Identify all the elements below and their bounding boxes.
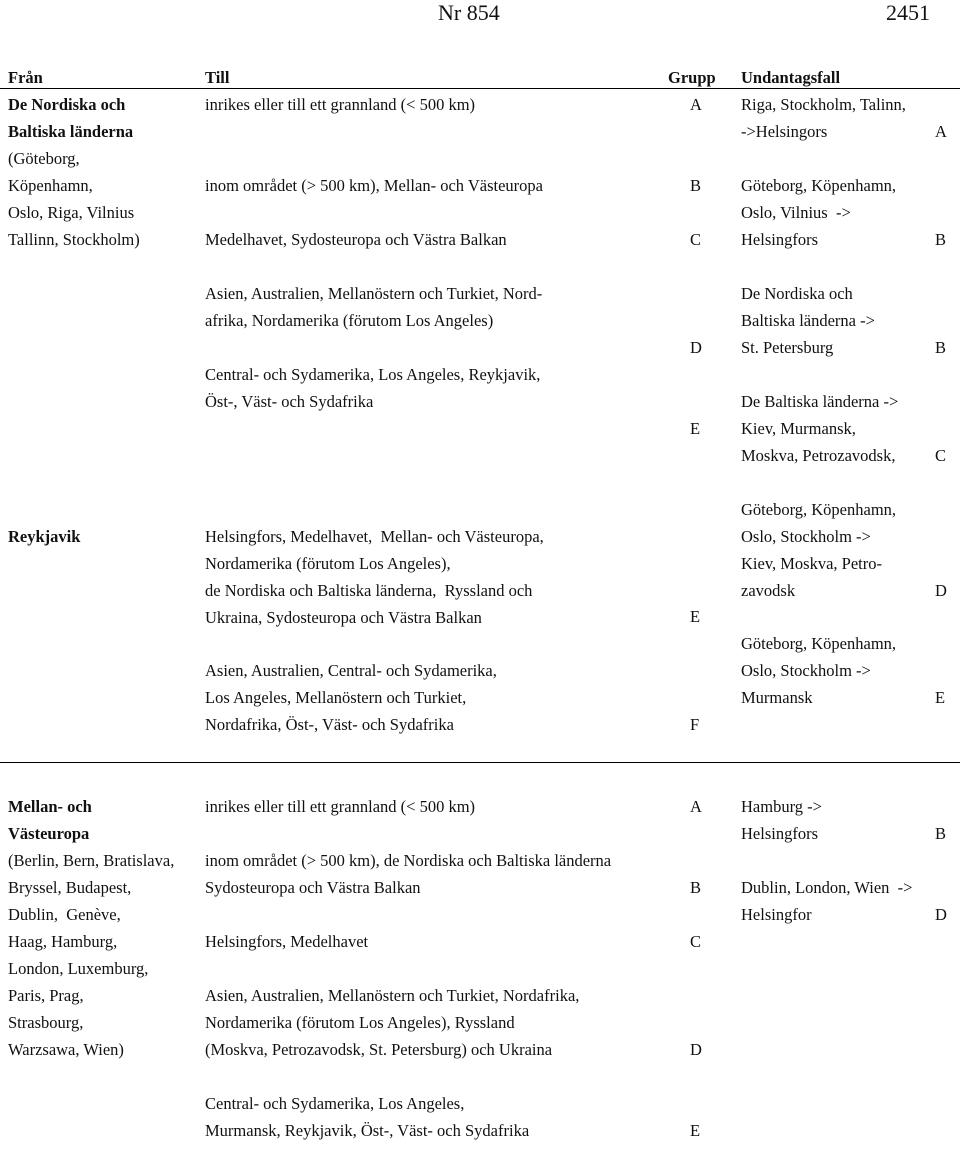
page-number-left: Nr 854 (438, 0, 500, 25)
section-2-from-title: Reykjavik (8, 527, 81, 546)
section-1-to-5: Central- och Sydamerika, Los Angeles, Reykjavik, Öst-, Väst- och Sydafrika (205, 365, 541, 411)
section-3-exception-1: Hamburg -> Helsingfors (741, 797, 822, 843)
section-1-exception-2: Göteborg, Köpenhamn, Oslo, Vilnius -> Helsingfors (741, 176, 897, 249)
section-1-exception-3: De Nordiska och Baltiska länderna -> St. Petersburg (741, 284, 875, 357)
section-2-exception-2: Göteborg, Köpenhamn, Oslo, Stockholm -> Murmansk (741, 634, 897, 707)
section-3-from-title: Mellan- och Västeuropa (8, 797, 92, 843)
section-1-exception-4-group: C (935, 446, 947, 465)
section-1-exception-4: De Baltiska länderna -> Kiev, Murmansk, Moskva, Petrozavodsk, (741, 392, 899, 465)
section-3-group-3: C (690, 932, 702, 951)
section-1-exception-1-group: A (935, 122, 947, 141)
section-3-group-2: B (690, 878, 702, 897)
column-header-to: Till (205, 68, 230, 87)
section-3-exception-1-group: B (935, 824, 947, 843)
column-header-group: Grupp (668, 68, 716, 87)
section-1-to-4: Asien, Australien, Mellanöstern och Turkiet, Nord- afrika, Nordamerika (förutom Los Angeles) (205, 284, 543, 330)
section-1-to-1: inrikes eller till ett grannland (< 500 km) (205, 95, 476, 114)
section-1-from-cities: (Göteborg, Köpenhamn, Oslo, Riga, Vilnius Tallinn, Stockholm) (8, 149, 140, 249)
section-3-group-5: E (690, 1121, 701, 1140)
section-1-from-title: De Nordiska och Baltiska länderna (8, 95, 134, 141)
section-1-exception-2-group: B (935, 230, 947, 249)
column-header-from: Från (8, 68, 43, 87)
section-3-to-4: Asien, Australien, Mellanöstern och Turkiet, Nordafrika, Nordamerika (förutom Los Angeles), Ryssland (Moskva, Petrozavodsk, St. Petersburg) och Ukraina (205, 986, 580, 1059)
section-2-exception-1: Göteborg, Köpenhamn, Oslo, Stockholm -> Kiev, Moskva, Petro- zavodsk (741, 500, 897, 600)
section-1-to-2: inom området (> 500 km), Mellan- och Västeuropa (205, 176, 544, 195)
section-2-to-1: Helsingfors, Medelhavet, Mellan- och Västeuropa, Nordamerika (förutom Los Angeles), de Nordiska och Baltiska länderna, Ryssland och Ukraina, Sydosteuropa och Västra Balkan (205, 527, 544, 627)
section-2-group-2: F (690, 715, 700, 734)
section-1-group-2: B (690, 176, 702, 195)
page-number-right: 2451 (886, 0, 930, 25)
section-2-exception-2-group: E (935, 688, 946, 707)
section-3-group-4: D (690, 1040, 702, 1059)
section-1-exception-1: Riga, Stockholm, Talinn, ->Helsingors (741, 95, 906, 141)
section-3-exception-2-group: D (935, 905, 947, 924)
section-3-to-3: Helsingfors, Medelhavet (205, 932, 369, 951)
section-3-to-5: Central- och Sydamerika, Los Angeles, Murmansk, Reykjavik, Öst-, Väst- och Sydafrika (205, 1094, 530, 1140)
section-3-to-2: inom området (> 500 km), de Nordiska och Baltiska länderna Sydosteuropa och Västra Balkan (205, 851, 612, 897)
section-3-group-1: A (690, 797, 702, 816)
section-1-group-5: E (690, 419, 701, 438)
section-3-to-1: inrikes eller till ett grannland (< 500 km) (205, 797, 476, 816)
section-2-exception-1-group: D (935, 581, 947, 600)
section-1-to-3: Medelhavet, Sydosteuropa och Västra Balkan (205, 230, 507, 249)
column-header-exceptions: Undantagsfall (741, 68, 841, 87)
section-2-to-2: Asien, Australien, Central- och Sydamerika, Los Angeles, Mellanöstern och Turkiet, Nordafrika, Öst-, Väst- och Sydafrika (205, 661, 497, 734)
section-3-from-cities: (Berlin, Bern, Bratislava, Bryssel, Budapest, Dublin, Genève, Haag, Hamburg, London, Luxemburg, Paris, Prag, Strasbourg, Warzsawa, Wien) (8, 851, 175, 1059)
header-rule (0, 88, 960, 89)
section-1-group-3: C (690, 230, 702, 249)
section-2-group-1: E (690, 607, 701, 626)
section-divider (0, 762, 960, 763)
section-1-exception-3-group: B (935, 338, 947, 357)
section-3-exception-2: Dublin, London, Wien -> Helsingfor (741, 878, 913, 924)
section-1-group-4: D (690, 338, 702, 357)
section-1-group-1: A (690, 95, 702, 114)
